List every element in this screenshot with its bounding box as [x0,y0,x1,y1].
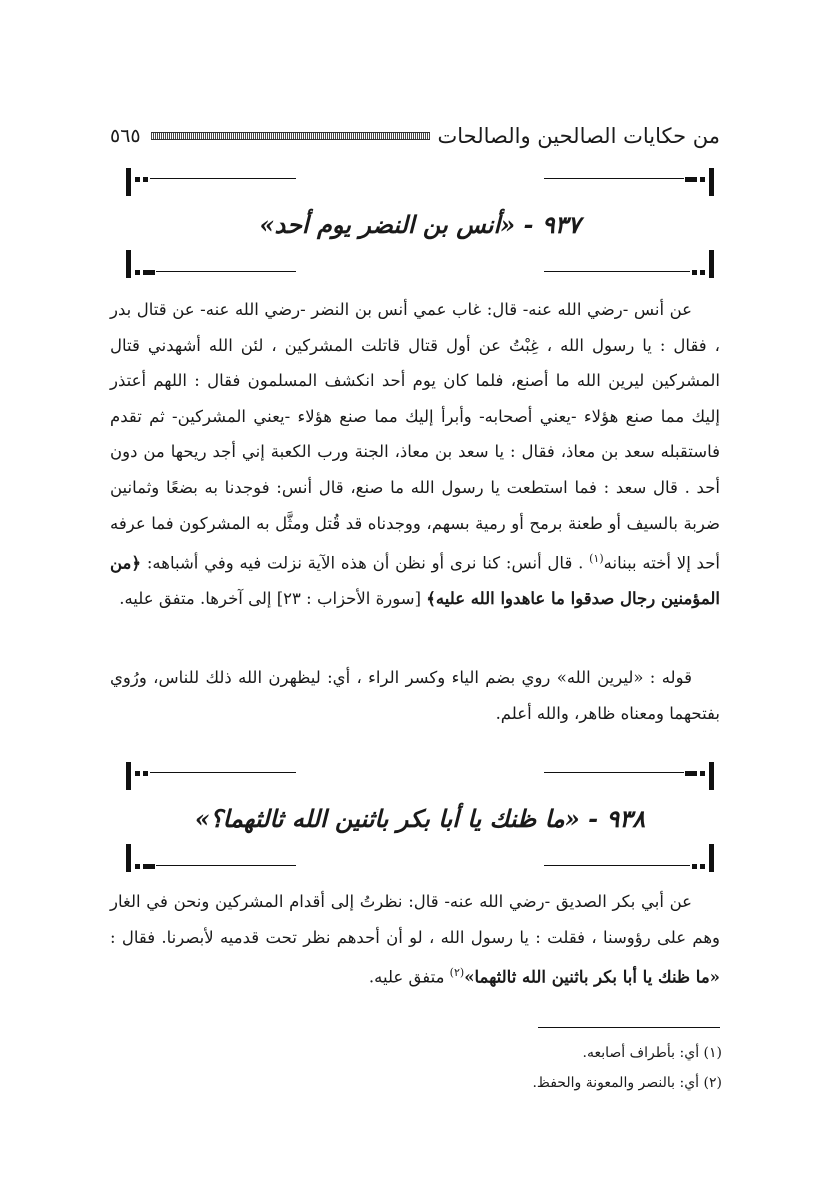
section-heading-938: ٩٣٨ - «ما ظنك يا أبا بكر باثنين الله ثالثهما؟» [194,804,646,833]
footnote-rule [538,1027,720,1028]
footnote-ref-2: (٢) [449,966,465,980]
section-937-body [110,292,720,617]
frame-corner-bottom-left [126,250,296,278]
frame-corner-top-left [126,762,296,790]
page-number: ٥٦٥ [110,125,141,147]
prophet-quote: «ما ظنك يا أبا بكر باثنين الله ثالثهما» [464,967,720,987]
footnotes [110,1038,722,1098]
quran-verse: ﴿من المؤمنين رجال صدقوا ما عاهدوا الله عليه﴾ [110,553,720,609]
title-frame-938 [126,762,714,872]
frame-corner-bottom-right [544,844,714,872]
running-title: من حكايات الصالحين والصالحات [437,124,720,148]
narration-text-cont: . قال أنس: كنا نرى أو نظن أن هذه الآية نزلت فيه وفي أشباهه: [141,553,590,573]
frame-corner-bottom-left [126,844,296,872]
header-rule [151,132,430,140]
footnote-1: (١) أي: بأطراف أصابعه. [582,1045,722,1061]
running-header [110,120,720,152]
frame-corner-top-left [126,168,296,196]
paragraph-explanation [110,660,720,731]
narration-text-end: متفق عليه. [368,967,450,987]
paragraph-anas-narration [110,292,720,617]
section-heading-937: ٩٣٧ - «أنس بن النضر يوم أحد» [259,210,581,239]
frame-corner-top-right [544,762,714,790]
frame-corner-top-right [544,168,714,196]
section-937-explanation [110,660,720,731]
explanation-text: قوله : «ليرين الله» روي بضم الياء وكسر الراء ، أي: ليظهرن الله ذلك للناس، ورُوي بفتحهما ومعناه ظاهر، والله أعلم. [110,668,720,723]
footnote-2: (٢) أي: بالنصر والمعونة والحفظ. [532,1075,722,1091]
section-938-body [110,884,720,995]
narration-text-end: [سورة الأحزاب : ٢٣] إلى آخرها. متفق عليه. [119,589,427,609]
title-frame-937 [126,168,714,278]
frame-corner-bottom-right [544,250,714,278]
paragraph-abu-bakr-narration [110,884,720,995]
narration-text: عن أنس -رضي الله عنه- قال: غاب عمي أنس بن النضر -رضي الله عنه- عن قتال بدر ، فقال : يا رسول الله ، غِبْتُ عن أول قتال قاتلت المشركين ، لئن الله أشهدني قتال المشركين ليرين الله ما أصنع، فلما كان يوم أحد انكشف المسلمون فقال : اللهم أعتذر إليك مما صنع هؤلاء -يعني أصحابه- وأبرأ إليك مما صنع هؤلاء -يعني المشركين- ثم تقدم فاستقبله سعد بن معاذ، فقال : يا سعد بن معاذ، الجنة ورب الكعبة إني أجد ريحها من دون أحد . قال سعد : فما استطعت يا رسول الله ما صنع، قال أنس: فوجدنا به بضعًا وثمانين ضربة بالسيف أو طعنة برمح أو رمية بسهم، ووجدناه قد قُتل ومثَّل به المشركون فما عرفه أحد إلا أخته ببنانه [110,300,720,573]
footnote-ref-1: (١) [589,552,604,566]
narration-text: عن أبي بكر الصديق -رضي الله عنه- قال: نظرتُ إلى أقدام المشركين ونحن في الغار وهم على رؤوسنا ، فقلت : يا رسول الله ، لو أن أحدهم نظر تحت قدميه لأبصرنا. فقال : [110,892,720,947]
